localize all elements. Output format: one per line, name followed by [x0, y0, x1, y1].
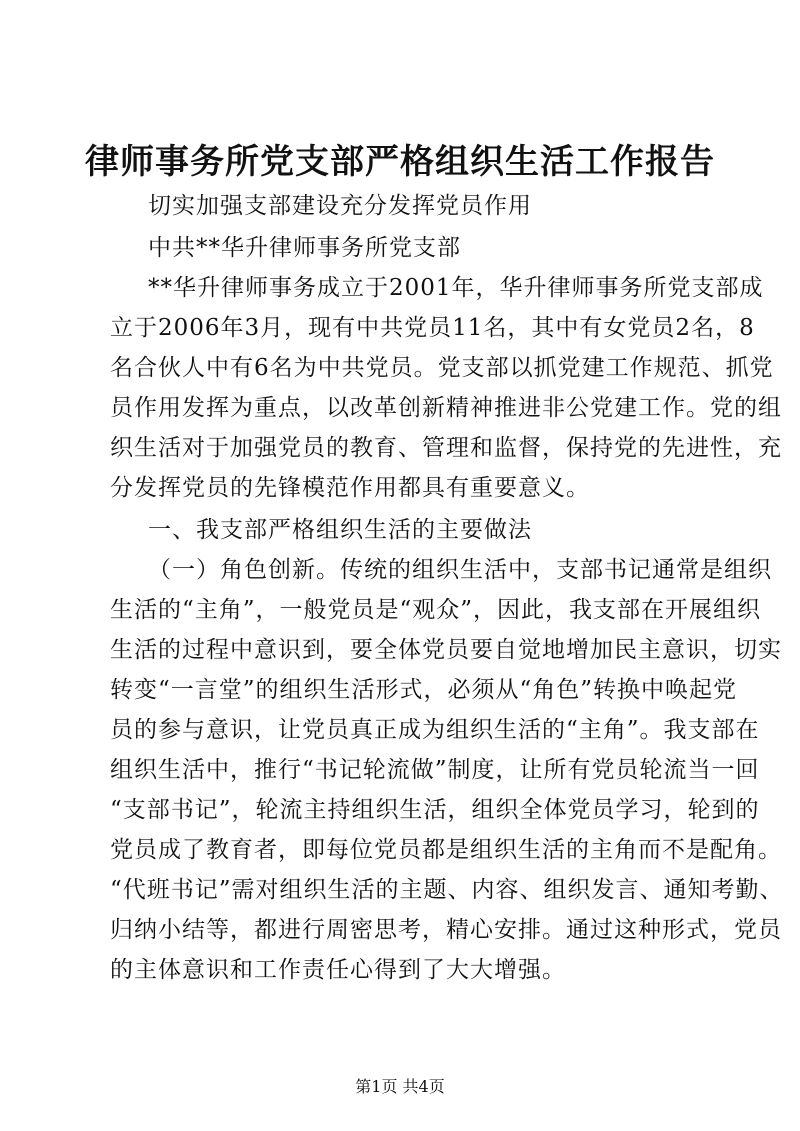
document-title: 律师事务所党支部严格组织生活工作报告 — [85, 142, 715, 182]
paragraph-line: 转变“一言堂”的组织生活形式，必须从“角色”转换中唤起党 — [110, 677, 738, 703]
paragraph-line: 归纳小结等，都进行周密思考，精心安排。通过这种形式，党员 — [110, 917, 782, 943]
paragraph-line: 的主体意识和工作责任心得到了大大增强。 — [110, 957, 566, 983]
paragraph-line: “代班书记”需对组织生活的主题、内容、组织发言、通知考勤、 — [110, 877, 784, 903]
paragraph-line: 党员成了教育者，即每位党员都是组织生活的主角而不是配角。 — [110, 837, 782, 863]
paragraph-line: 织生活对于加强党员的教育、管理和监督，保持党的先进性，充 — [110, 435, 782, 461]
paragraph-line: 生活的“主角”，一般党员是“观众”，因此，我支部在开展组织 — [110, 597, 762, 623]
subtitle: 切实加强支部建设充分发挥党员作用 — [148, 193, 532, 219]
paragraph-line: 组织生活中，推行“书记轮流做”制度，让所有党员轮流当一回 — [110, 757, 760, 783]
paragraph-line: 员的参与意识，让党员真正成为组织生活的“主角”。我支部在 — [110, 717, 760, 743]
paragraph-line: “支部书记”，轮流主持组织生活，组织全体党员学习，轮到的 — [110, 797, 760, 823]
paragraph-line: 员作用发挥为重点，以改革创新精神推进非公党建工作。党的组 — [110, 395, 782, 421]
paragraph-line: 分发挥党员的先锋模范作用都具有重要意义。 — [110, 475, 590, 501]
paragraph-line: 生活的过程中意识到，要全体党员要自觉地增加民主意识，切实 — [110, 637, 782, 663]
page-footer: 第1页 共4页 — [355, 1077, 445, 1096]
paragraph-line: 名合伙人中有6名为中共党员。党支部以抓党建工作规范、抓党 — [110, 355, 774, 381]
paragraph-line: 立于2006年3月，现有中共党员11名，其中有女党员2名，8 — [110, 315, 755, 341]
author-line: 中共**华升律师事务所党支部 — [148, 235, 461, 261]
section-heading: 一、我支部严格组织生活的主要做法 — [148, 517, 532, 543]
paragraph-line: **华升律师事务成立于2001年，华升律师事务所党支部成 — [148, 275, 764, 301]
paragraph-line: （一）角色创新。传统的组织生活中，支部书记通常是组织 — [148, 557, 772, 583]
